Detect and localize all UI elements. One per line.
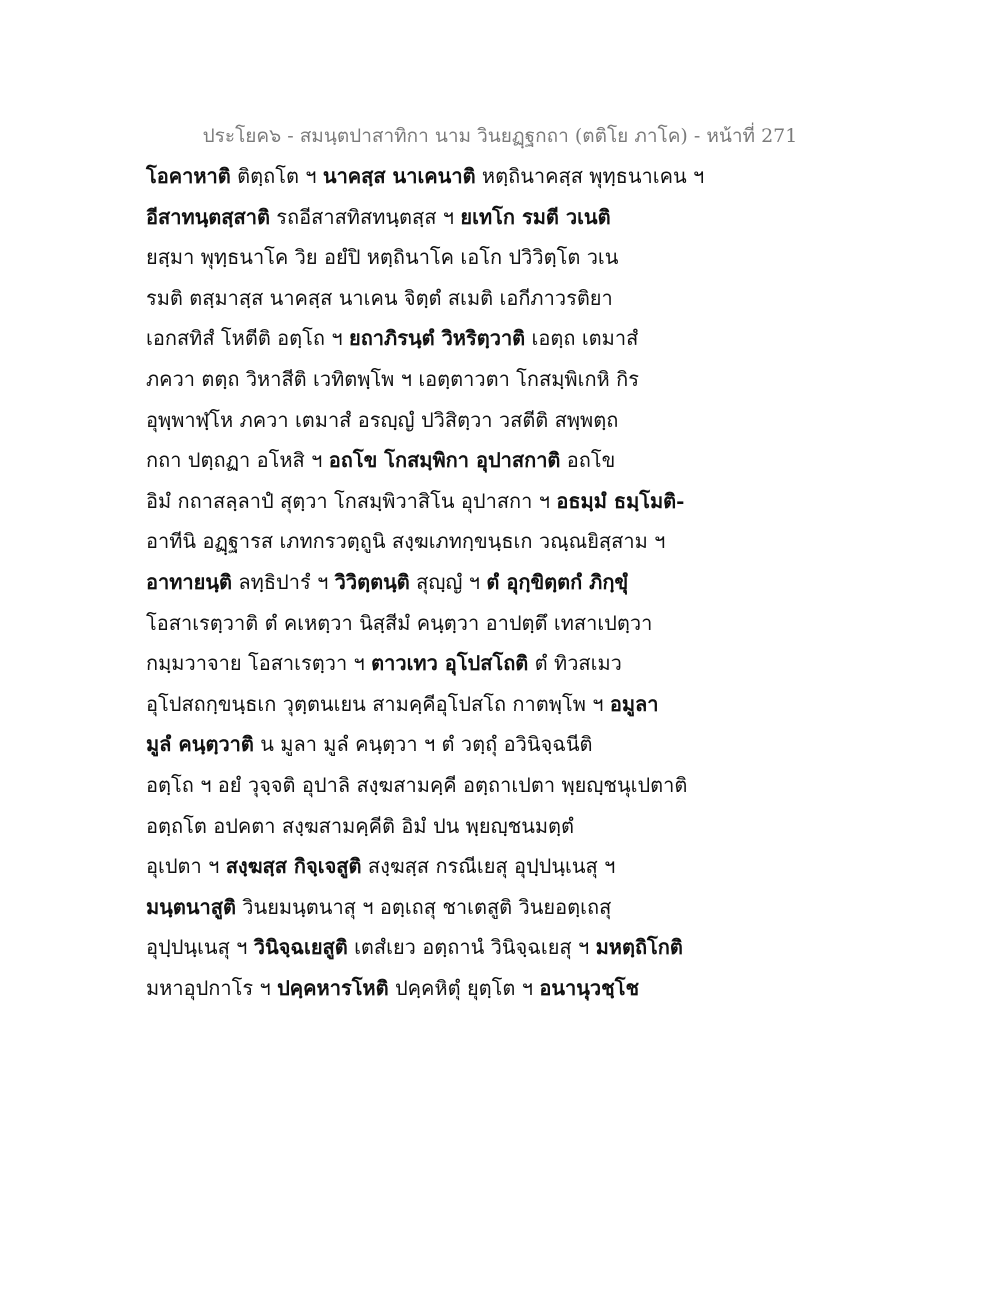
commentary-text: อตฺถโต อปคตา สงฺฆสามคฺคีติ อิมํ ปน พฺยญฺชนมตฺตํ [146,813,575,838]
commentary-text: ปคฺคหิตุํ ยุตฺโต ฯ [388,975,540,1000]
commentary-text: อาทีนิ อฏฺฐารส เภทกรวตฺถูนิ สงฺฆเภทกฺขนฺธเก วณฺณยิสฺสาม ฯ [146,529,666,554]
text-line [146,320,686,361]
commentary-text: เอกสทิสํ โหตีติ อตฺโถ ฯ [146,326,349,351]
commentary-text: อตฺโถ ฯ อยํ วุจฺจติ อุปาลิ สงฺฆสามคฺคี อตฺถาเปตา พฺยญฺชนุเปตาติ [146,772,688,797]
commentary-text: น มูลา มูลํ คนฺตฺวา ฯ ตํ วตฺถุํ อวินิจฺฉนีติ [253,732,593,757]
bold-lemma: อมูลา [609,691,659,716]
text-line [146,402,686,443]
bold-lemma: อธมฺมํ ธมฺโมติ- [556,488,685,513]
bold-lemma: มหตฺถิโกติ [595,935,683,960]
text-line [146,929,686,970]
commentary-text: กมฺมวาจาย โอสาเรตฺวา ฯ [146,651,372,676]
body-text [146,158,705,1010]
commentary-text: อุพฺพาฬฺโห ภควา เตมาสํ อรญฺญํ ปวิสิตฺวา วสตีติ สพฺพตฺถ [146,407,619,432]
commentary-text: เอตฺถ เตมาสํ [525,326,639,351]
commentary-text: มหาอุปกาโร ฯ [146,975,278,1000]
text-line [146,483,686,524]
commentary-text: รถอีสาสทิสทนฺตสฺส ฯ [269,204,461,229]
text-line [146,605,686,646]
commentary-text: อุปฺปนฺเนสุ ฯ [146,935,254,960]
text-line [146,848,686,889]
bold-lemma: อถโข โกสมฺพิกา อุปาสกาติ [328,448,561,473]
commentary-text: กถา ปตฺถฏา อโหสิ ฯ [146,448,329,473]
bold-lemma: นาคสฺส นาเคนาติ [322,164,476,188]
bold-lemma: อาทายนฺติ [146,569,233,594]
text-line [146,199,686,240]
bold-lemma: อนานุวชฺโช [539,975,640,1000]
text-line [146,564,686,605]
bold-lemma: ตํ อุกฺขิตฺตกํ ภิกฺขุํ [486,569,629,594]
commentary-text: ภควา ตตฺถ วิหาสีติ เวทิตพฺโพ ฯ เอตฺตาวตา โกสมฺพิเกหิ กิร [146,366,639,391]
bold-lemma: มูลํ คนฺตฺวาติ [146,732,254,757]
text-line [146,970,686,1011]
commentary-text: ติตฺถโต ฯ [230,164,323,188]
commentary-text: หตฺถินาคสฺส พุทฺธนาเคน ฯ [475,164,705,188]
commentary-text: เตสํเยว อตฺถานํ วินิจฺฉเยสุ ฯ [347,935,596,960]
bold-lemma: วิวิตฺตนฺติ [334,569,410,594]
text-line [146,280,686,321]
text-line [146,686,686,727]
bold-lemma: วินิจฺฉเยสูติ [253,935,348,960]
bold-lemma: ตาวเทว อุโปสโถติ [371,651,529,676]
commentary-text: ลทฺธิปารํ ฯ [232,569,335,594]
commentary-text: รมติ ตสฺมาสฺส นาคสฺส นาเคน จิตฺตํ สเมติ เอกีภาวรติยา [146,285,613,310]
text-line [146,645,686,686]
commentary-text: วินยมนฺตนาสุ ฯ อตฺเถสุ ชาเตสูติ วินยอตฺเถสุ [235,894,612,919]
bold-lemma: มนฺตนาสูติ [146,894,236,919]
text-line [146,239,686,280]
commentary-text: อุเปตา ฯ [146,854,226,879]
bold-lemma: ปคฺคหารโหติ [277,975,389,1000]
commentary-text: สงฺฆสฺส กรณีเยสุ อุปฺปนฺเนสุ ฯ [361,854,616,879]
bold-lemma: สงฺฆสฺส กิจฺเจสูติ [225,854,362,879]
bold-lemma: ยเทโก รมตี วเนติ [460,204,611,229]
commentary-text: ตํ ทิวสเมว [528,651,622,676]
commentary-text: อิมํ กถาสลฺลาปํ สุตฺวา โกสมฺพิวาสิโน อุปาสกา ฯ [146,488,557,513]
text-line [146,442,686,483]
commentary-text: ยสฺมา พุทฺธนาโค วิย อยํปิ หตฺถินาโค เอโก ปวิวิตฺโต วเน [146,245,619,270]
bold-lemma: ยถาภิรนฺตํ วิหริตฺวาติ [348,326,526,351]
text-line [146,808,686,849]
text-line [146,726,686,767]
bold-lemma: โอคาหาติ [146,164,231,188]
text-line [146,361,686,402]
commentary-text: สุญฺญํ ฯ [409,569,487,594]
commentary-text: โอสาเรตฺวาติ ตํ คเหตฺวา นิสฺสีมํ คนฺตฺวา อาปตฺตึ เทสาเปตฺวา [146,610,653,635]
text-line [146,523,686,564]
commentary-text: อุโปสถกฺขนฺธเก วุตฺตนเยน สามคฺคีอุโปสโถ กาตพฺโพ ฯ [146,691,610,716]
text-line [146,889,686,930]
text-line [146,767,686,808]
bold-lemma: อีสาทนฺตสฺสาติ [146,204,270,229]
commentary-text: อถโข [560,448,616,473]
running-header: ประโยค๖ - สมนฺตปาสาทิกา นาม วินยฏฺฐกถา (ตติโย ภาโค) - หน้าที่ 271 [202,125,798,147]
text-line [146,158,705,199]
